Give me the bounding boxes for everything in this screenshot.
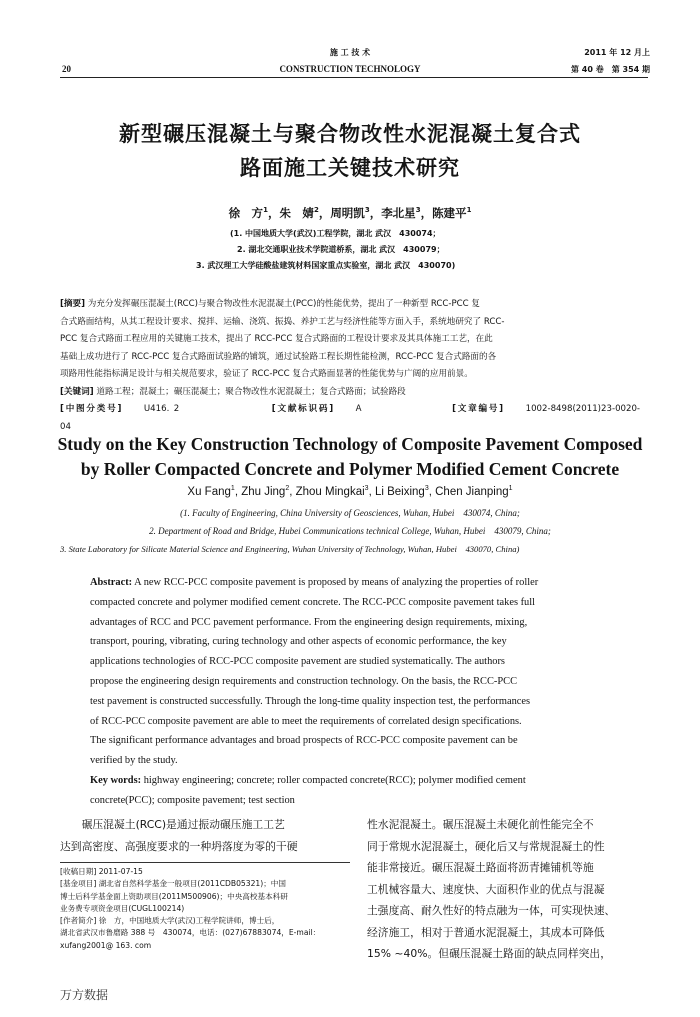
- journal-name-zh: 施 工 技 术: [329, 48, 371, 57]
- footnote-line: 湖北省武汉市鲁磨路 388 号 430074，电话：(027)67883074，E-mail：: [60, 928, 321, 938]
- author-zh: 李北星: [381, 206, 416, 220]
- abstract-en-line: advantages of RCC and PCC pavement performance. From the engineering design requirements, mixing,: [90, 616, 528, 628]
- authors-en: Xu Fang$^1$, Zhu Jing$^2$, Zhou Mingkai$^3$, Li Beixing$^3$, Chen Jianping$^1$: [187, 485, 513, 498]
- watermark-text: 万方数据: [60, 988, 109, 1002]
- author-zh: 陈建平: [432, 206, 467, 220]
- footnote-line: [基金项目] 湖北省自然科学基金一般项目(2011CDB05321)；中国: [60, 879, 286, 889]
- footnote-line: 博士后科学基金面上资助项目(2011M500906)；中央高校基本科研: [60, 891, 288, 901]
- author-zh: 徐 方: [228, 206, 264, 220]
- affiliation-zh-2: 2. 湖北交通职业技术学院道桥系，湖北 武汉 430079；: [237, 245, 445, 254]
- title-en-line2: by Roller Compacted Concrete and Polymer Modified Cement Concrete: [80, 459, 620, 479]
- article-number-label: [文章编号]: [452, 404, 504, 414]
- keywords-en-line: concrete(PCC); composite pavement; test section: [90, 794, 295, 806]
- abstract-en-line: applications technologies of RCC-PCC composite pavement are studied systematically. The authors: [90, 656, 505, 668]
- journal-name-en: CONSTRUCTION TECHNOLOGY: [279, 64, 421, 74]
- body-left-column: [60, 814, 350, 857]
- author-sup: 1: [508, 485, 513, 493]
- body-line: 达到高密度、高强度要求的一种坍落度为零的干硬: [60, 839, 298, 853]
- abstract-en-line: Abstract: A new RCC-PCC composite pavement is proposed by means of analyzing the properties of roller: [90, 577, 539, 588]
- abstract-zh-line: [摘要] 为充分发挥碾压混凝土(RCC)与聚合物改性水泥混凝土(PCC)的性能优势，提出了一种新型 RCC-PCC 复: [60, 299, 480, 309]
- author-sup: 3: [364, 206, 370, 215]
- author-sup: 2: [285, 485, 290, 493]
- author-sup: 2: [313, 206, 319, 215]
- body-line: 性水泥混凝土。碾压混凝土未硬化前性能完全不: [367, 818, 594, 831]
- author-sup: 1: [230, 485, 235, 493]
- issue-date: 2011 年 12 月上: [584, 48, 650, 57]
- abstract-en-line: verified by the study.: [90, 755, 178, 767]
- body-line: 经济施工，相对于普通水泥混凝土，其成本可降低: [367, 925, 605, 939]
- body-line: 能非常接近。碾压混凝土路面将沥青摊铺机等施: [367, 861, 594, 874]
- footnote-rule: [60, 862, 350, 863]
- abstract-en-line: propose the engineering design requirements and construction technology. On the basis, the RCC-PCC: [90, 675, 517, 687]
- title-en-line1: Study on the Key Construction Technology of Composite Pavement Composed: [57, 434, 643, 454]
- footnote-line: [收稿日期] 2011-07-15: [60, 867, 143, 876]
- affiliation-zh-1: (1. 中国地质大学(武汉)工程学院，湖北 武汉 430074；: [230, 229, 441, 238]
- article-number-value: 1002-8498(2011)23-0020-04: [60, 404, 641, 432]
- body-line: 土强度高、耐久性好的特点融为一体，可实现快速、: [367, 904, 616, 917]
- body-line: 15% ~40%。但碾压混凝土路面的缺点同样突出，: [367, 947, 612, 960]
- author-en: Xu Fang: [187, 486, 231, 498]
- affiliation-en-1: (1. Faculty of Engineering, China University of Geosciences, Wuhan, Hubei 430074, China;: [180, 508, 520, 518]
- abstract-zh-line: 项路用性能指标满足设计与相关规范要求，验证了 RCC-PCC 复合式路面显著的性能优势与广阔的应用前景。: [60, 369, 473, 379]
- doc-code-label: [文献标识码]: [271, 404, 334, 414]
- affiliation-zh-3: 3. 武汉理工大学硅酸盐建筑材料国家重点实验室，湖北 武汉 430070): [196, 261, 456, 270]
- abstract-zh-line: 基础上成功进行了 RCC-PCC 复合式路面试验路的铺筑，通过试验路工程长期性能检测，RCC-PCC 复合式路面的各: [60, 351, 497, 362]
- author-sup: 1: [466, 206, 472, 215]
- body-line: 同于常规水泥混凝土，硬化后又与常规混凝土的性: [367, 839, 605, 853]
- author-zh: 周明凯: [330, 206, 365, 220]
- volume-issue: 第 40 卷 第 354 期: [571, 65, 650, 74]
- title-zh-line1: 新型碾压混凝土与聚合物改性水泥混凝土复合式: [119, 121, 581, 146]
- abstract-zh-line: PCC 复合式路面工程应用的关键施工技术，提出了 RCC-PCC 复合式路面的工程设计要求及其具体施工工艺，在此: [60, 334, 493, 344]
- author-zh: 朱 婧: [279, 206, 314, 220]
- body-line: 碾压混凝土(RCC)是通过振动碾压施工工艺: [60, 818, 285, 831]
- keywords-zh: [关键词] 道路工程；混凝土；碾压混凝土；聚合物改性水泥混凝土；复合式路面；试验路段: [60, 386, 406, 397]
- keywords-zh-label: [关键词]: [60, 386, 94, 397]
- abstract-en: [90, 573, 650, 811]
- footnote-line: [作者简介] 徐 方，中国地质大学(武汉)工程学院讲师，博士后，: [60, 916, 280, 926]
- footnotes: [60, 866, 355, 952]
- abstract-zh-label: [摘要]: [60, 299, 86, 309]
- classification-row: [60, 401, 640, 436]
- abstract-en-line: compacted concrete and polymer modified cement concrete. The RCC-PCC composite pavement takes full: [90, 596, 536, 608]
- abstract-en-line: The significant performance advantages and broad prospects of RCC-PCC composite pavement can be: [90, 735, 518, 747]
- clc-value: U416. 2: [143, 404, 180, 414]
- doc-code-value: A: [355, 404, 362, 414]
- abstract-en-label: Abstract:: [90, 577, 133, 588]
- footnote-line: 业务费专项资金项目(CUGL100214): [60, 903, 185, 913]
- author-en: Zhu Jing: [241, 486, 286, 498]
- body-right-column: [367, 814, 657, 965]
- header-rule: [60, 77, 648, 78]
- author-sup: 3: [364, 485, 369, 493]
- author-sup: 1: [263, 206, 268, 215]
- author-en: Chen Jianping: [435, 486, 509, 498]
- title-zh-line2: 路面施工关键技术研究: [240, 155, 460, 180]
- author-sup: 3: [424, 485, 429, 493]
- authors-zh: 徐 方$^1$，朱 婧$^2$，周明凯$^3$，李北星$^3$，陈建平$^1$: [228, 206, 472, 220]
- abstract-zh-line: 合式路面结构，从其工程设计要求、搅拌、运输、浇筑、振捣、养护工艺与经济性能等方面入手，系统地研究了 RCC-: [60, 316, 505, 327]
- clc-label: [中图分类号]: [60, 404, 122, 414]
- abstract-en-line: transport, pouring, vibrating, curing technology and other aspects of economic performance, the key: [90, 636, 507, 648]
- abstract-en-line: of RCC-PCC composite pavement are able to meet the requirements of correlated design specifications.: [90, 715, 522, 727]
- author-en: Li Beixing: [374, 486, 425, 498]
- page-number: 20: [62, 64, 71, 74]
- author-sup: 3: [415, 206, 421, 215]
- affiliation-en-3: 3. State Laboratory for Silicate Material Science and Engineering, Wuhan University of Technology, Wuhan, Hubei 430070, China): [60, 544, 520, 554]
- affiliation-en-2: 2. Department of Road and Bridge, Hubei Communications technical College, Wuhan, Hubei 430079, China;: [149, 526, 551, 536]
- body-line: 工机械容量大、速度快、大面积作业的优点与混凝: [367, 882, 605, 896]
- keywords-en-label: Key words:: [90, 774, 142, 786]
- keywords-en: Key words: highway engineering; concrete; roller compacted concrete(RCC); polymer modified cement: [90, 774, 526, 786]
- footnote-line: xufang2001@ 163. com: [60, 940, 152, 950]
- author-en: Zhou Mingkai: [295, 486, 365, 498]
- abstract-zh: [60, 296, 640, 436]
- abstract-en-line: test pavement is constructed successfully. Through the long-time quality inspection test, the performances: [90, 695, 531, 707]
